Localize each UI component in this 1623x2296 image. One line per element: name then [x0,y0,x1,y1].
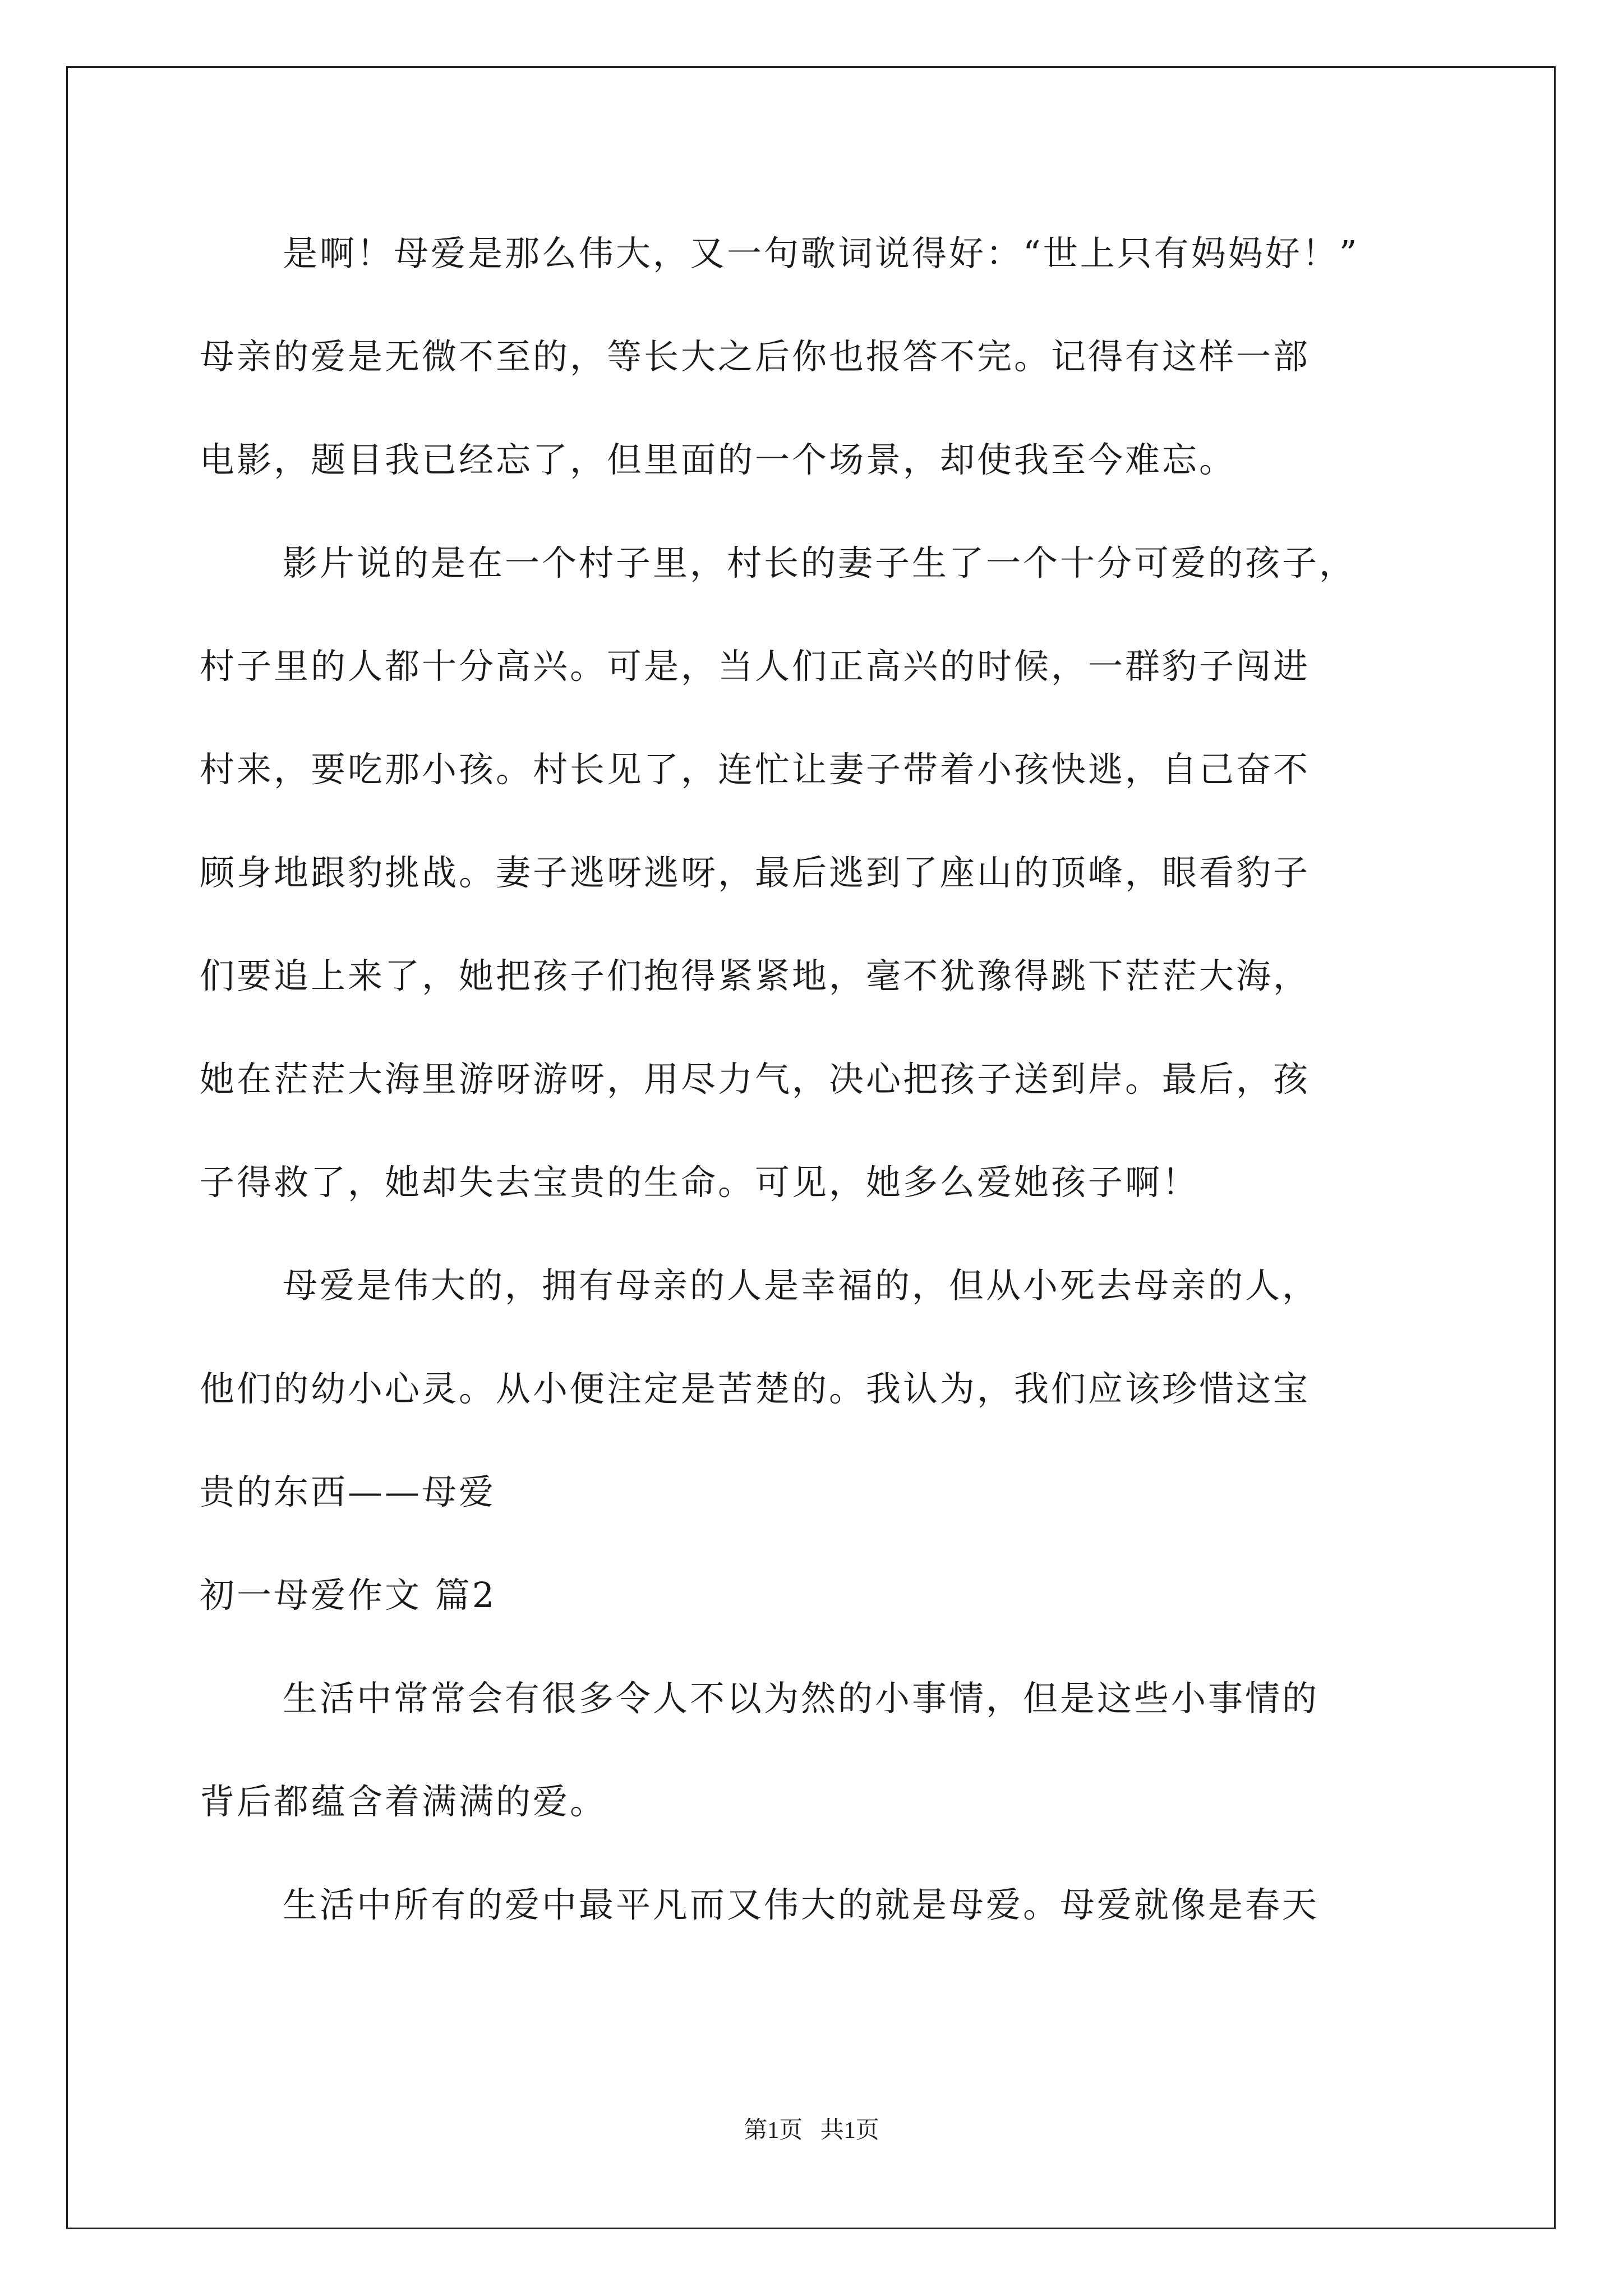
paragraph-line: 母爱是伟大的，拥有母亲的人是幸福的，但从小死去母亲的人， [283,1265,1320,1306]
paragraph-line: 贵的东西——母爱 [200,1471,496,1512]
page-number-footer: 第1页 共1页 [744,2118,879,2143]
paragraph-line: 他们的幼小心灵。从小便注定是苦楚的。我认为，我们应该珍惜这宝 [200,1368,1311,1409]
paragraph-line: 生活中常常会有很多令人不以为然的小事情，但是这些小事情的 [283,1678,1320,1719]
paragraph-line: 子得救了，她却失去宝贵的生命。可见，她多么爱她孩子啊！ [200,1162,1200,1203]
paragraph-line: 顾身地跟豹挑战。妻子逃呀逃呀，最后逃到了座山的顶峰，眼看豹子 [200,852,1311,893]
paragraph-line: 电影，题目我已经忘了，但里面的一个场景，却使我至今难忘。 [200,439,1237,480]
paragraph-line: 村子里的人都十分高兴。可是，当人们正高兴的时候，一群豹子闯进 [200,646,1311,687]
paragraph-line: 背后都蕴含着满满的爱。 [200,1781,607,1822]
paragraph-line: 们要追上来了，她把孩子们抱得紧紧地，毫不犹豫得跳下茫茫大海， [200,955,1311,996]
paragraph-line: 是啊！母爱是那么伟大，又一句歌词说得好：“世上只有妈妈好！” [283,233,1359,274]
paragraph-line: 村来，要吃那小孩。村长见了，连忙让妻子带着小孩快逃，自己奋不 [200,749,1311,790]
paragraph-line: 母亲的爱是无微不至的，等长大之后你也报答不完。记得有这样一部 [200,336,1311,377]
paragraph-line: 生活中所有的爱中最平凡而又伟大的就是母爱。母爱就像是春天 [283,1884,1320,1925]
paragraph-line: 影片说的是在一个村子里，村长的妻子生了一个十分可爱的孩子， [283,542,1357,583]
section-heading: 初一母爱作文 篇2 [200,1575,497,1616]
document-body [200,202,1433,1957]
paragraph-line: 她在茫茫大海里游呀游呀，用尽力气，决心把孩子送到岸。最后，孩 [200,1059,1311,1099]
